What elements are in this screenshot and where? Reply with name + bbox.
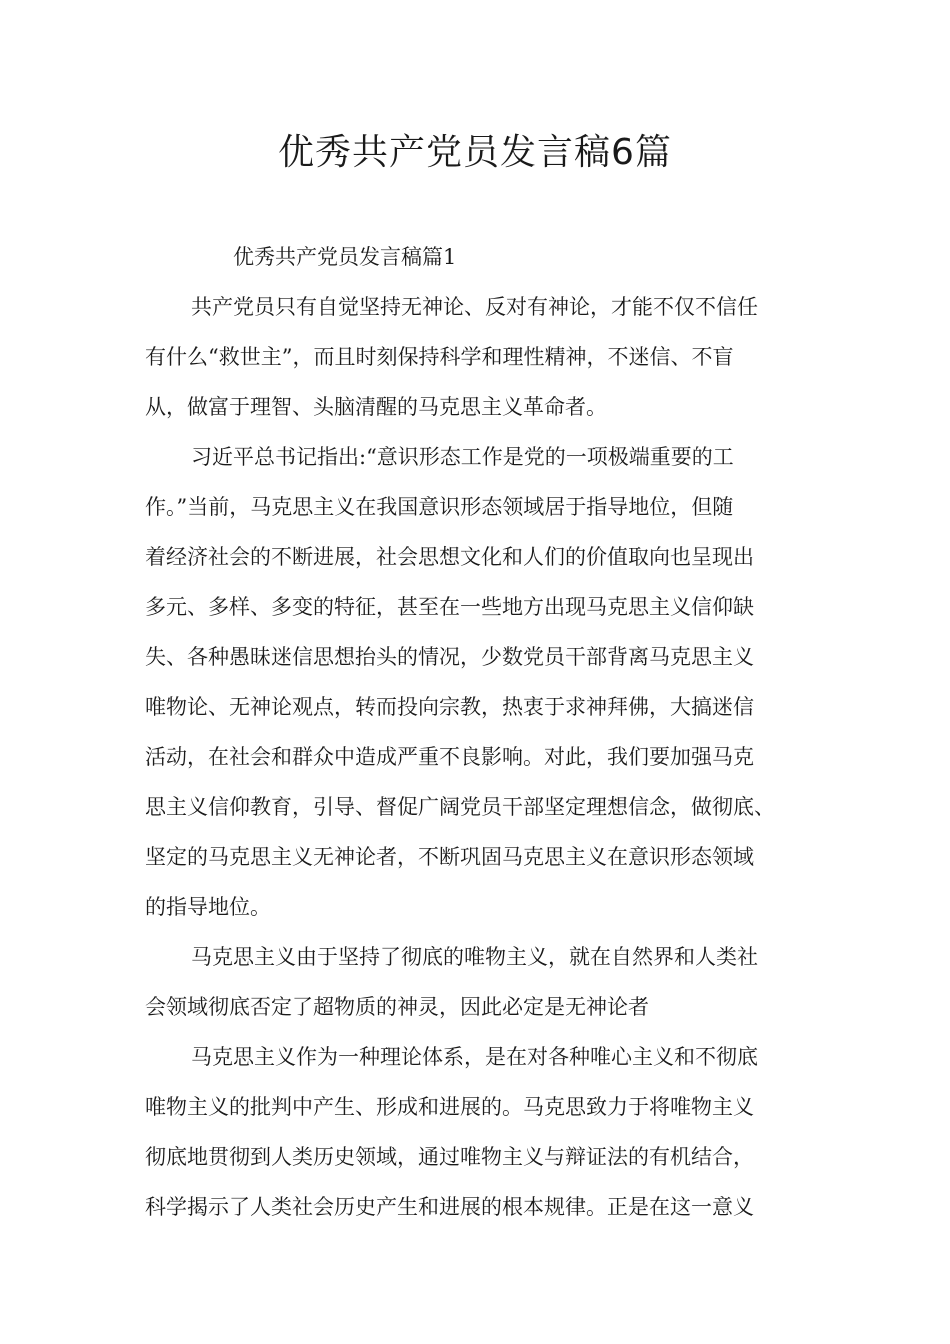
paragraph-line: 唯物论、无神论观点，转而投向宗教，热衷于求神拜佛，大搞迷信 <box>145 695 754 719</box>
paragraph-line: 思主义信仰教育，引导、督促广阔党员干部坚定理想信念，做彻底、 <box>145 795 775 819</box>
paragraph-line: 习近平总书记指出:“意识形态工作是党的一项极端重要的工 <box>191 445 734 469</box>
paragraph-line: 从，做富于理智、头脑清醒的马克思主义革命者。 <box>145 395 607 419</box>
paragraph-line: 失、各种愚昧迷信思想抬头的情况，少数党员干部背离马克思主义 <box>145 645 754 669</box>
paragraph-1 <box>145 282 825 432</box>
paragraph-line: 马克思主义由于坚持了彻底的唯物主义，就在自然界和人类社 <box>191 945 758 969</box>
paragraph-line: 共产党员只有自觉坚持无神论、反对有神论，才能不仅不信任 <box>191 295 758 319</box>
section-heading-text: 优秀共产党员发言稿篇1 <box>233 245 457 269</box>
paragraph-2 <box>145 432 825 932</box>
paragraph-line: 彻底地贯彻到人类历史领域，通过唯物主义与辩证法的有机结合， <box>145 1145 754 1169</box>
paragraph-line: 唯物主义的批判中产生、形成和进展的。马克思致力于将唯物主义 <box>145 1095 754 1119</box>
paragraph-line: 作。”当前，马克思主义在我国意识形态领域居于指导地位，但随 <box>145 495 734 519</box>
section-heading <box>145 232 825 282</box>
paragraph-line: 多元、多样、多变的特征，甚至在一些地方出现马克思主义信仰缺 <box>145 595 754 619</box>
paragraph-line: 会领域彻底否定了超物质的神灵，因此必定是无神论者 <box>145 995 649 1019</box>
paragraph-line: 科学揭示了人类社会历史产生和进展的根本规律。正是在这一意义 <box>145 1195 754 1219</box>
paragraph-line: 坚定的马克思主义无神论者，不断巩固马克思主义在意识形态领域 <box>145 845 754 869</box>
document-title: 优秀共产党员发言稿6篇 <box>278 132 672 173</box>
paragraph-line: 活动，在社会和群众中造成严重不良影响。对此，我们要加强马克 <box>145 745 754 769</box>
paragraph-3 <box>145 932 825 1032</box>
paragraph-line: 马克思主义作为一种理论体系，是在对各种唯心主义和不彻底 <box>191 1045 758 1069</box>
document-body <box>145 232 825 1232</box>
paragraph-4 <box>145 1032 825 1232</box>
paragraph-line: 有什么“救世主”，而且时刻保持科学和理性精神，不迷信、不盲 <box>145 345 734 369</box>
paragraph-line: 着经济社会的不断进展，社会思想文化和人们的价值取向也呈现出 <box>145 545 754 569</box>
paragraph-line: 的指导地位。 <box>145 895 271 919</box>
